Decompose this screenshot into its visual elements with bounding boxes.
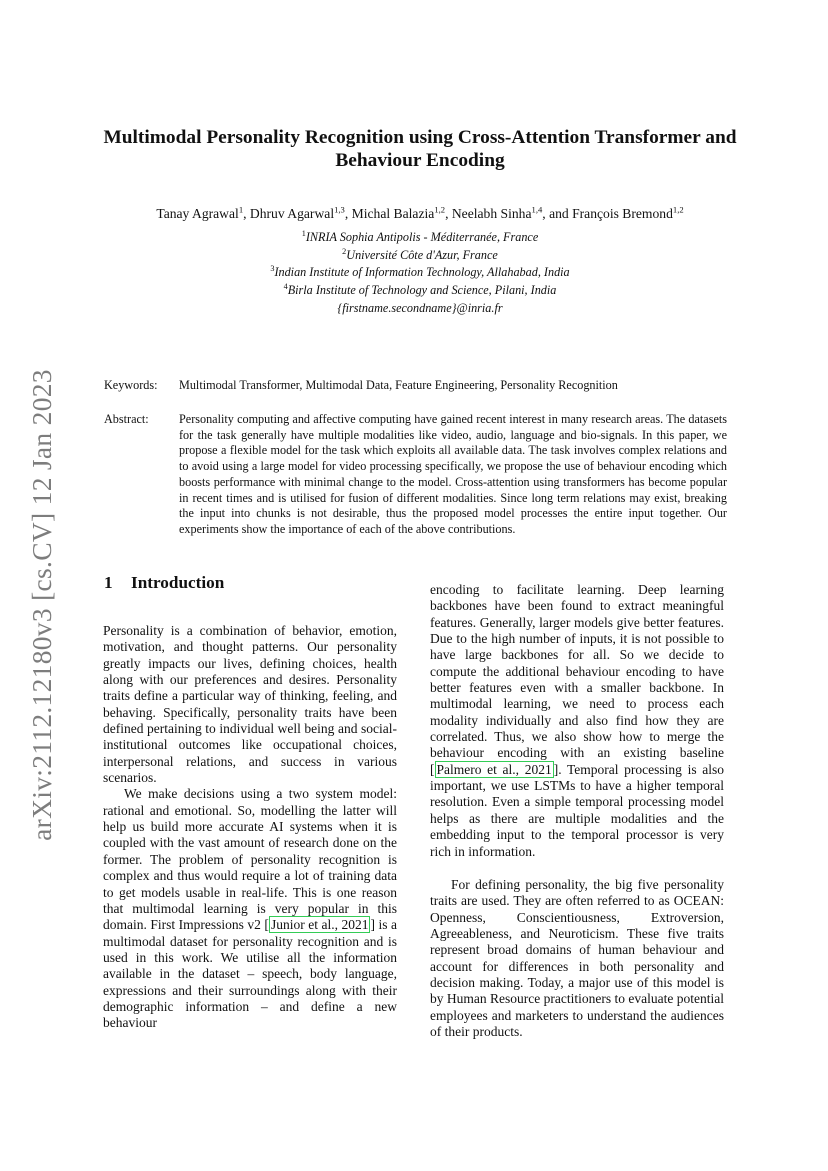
keywords-text: Multimodal Transformer, Multimodal Data, Feature Engineering, Personality Recognition <box>179 378 618 392</box>
author-separator: , <box>243 206 250 221</box>
keywords-label: Keywords: <box>104 378 158 392</box>
intro-paragraph <box>103 786 397 1031</box>
author-name: François Bremond <box>572 206 673 221</box>
affiliation-marker: 2 <box>342 246 347 256</box>
affiliation-line <box>80 229 760 247</box>
affiliation-text: Université Côte d'Azur, France <box>346 247 498 262</box>
paragraph-text: ]. Temporal processing is also important, we use LSTMs to have a higher temporal resolution. Even a simple temporal processing model helps as there are multiple modalities and the embedding input to the temporal processor is very rich in information. <box>430 761 724 859</box>
abstract-label: Abstract: <box>104 412 149 426</box>
affiliation-line <box>80 282 760 300</box>
author-separator: , <box>445 206 452 221</box>
paragraph-text: We make decisions using a two system model: rational and emotional. So, modelling the latter will help us build more accurate AI systems when it is coupled with the vast amount of research done on the former. The problem of personality recognition is complex and thus would require a lot of training data to get models usable in real-life. This is one reason that multimodal learning is very popular in this domain. First Impressions v2 [ <box>103 786 397 933</box>
affiliation-text: Birla Institute of Technology and Science, Pilani, India <box>287 283 557 298</box>
author-affiliation-marker: 1,2 <box>672 204 684 215</box>
paragraph-text: encoding to facilitate learning. Deep learning backbones have been found to extract meaningful features. Generally, larger models give better features. Due to the high number of inputs, it is not possible to have large backbones for all. So we decide to compute the additional behaviour encoding to have better features even with a smaller backbone. In multimodal learning, we need to process each modality individually and also find how they are correlated. Thus, we also show how to merge the behaviour encoding with an existing baseline [ <box>430 582 724 777</box>
section-heading <box>104 573 224 593</box>
arxiv-stamp <box>24 365 60 845</box>
abstract-text: Personality computing and affective computing have gained recent interest in many research areas. The datasets for the task generally have multiple modalities like video, audio, language and bio-signals. In this paper, we propose a flexible model for the task which exploits all available data. The task involves complex relations and to avoid using a large model for video processing specifically, we propose the use of behaviour encoding which boosts performance with minimal change to the model. Cross-attention using transformers has become popular in recent times and is utilised for fusion of different modalities. Since long term relations may exist, breaking the input into chunks is not desirable, thus the proposed model processes the entire input together. Our experiments show the importance of each of the above contributions. <box>179 412 727 536</box>
citation-link[interactable]: Palmero et al., 2021 <box>436 761 552 777</box>
author-name: Dhruv Agarwal <box>249 206 335 221</box>
affiliation-list <box>80 229 760 318</box>
section-number: 1 <box>104 573 113 592</box>
affiliation-marker: 4 <box>283 282 288 292</box>
author-separator: , and <box>542 206 573 221</box>
paragraph-text: ] is a multimodal dataset for personality recognition and is used in this work. We utilise all the information available in the dataset – speech, body language, expressions and their surroundings along with their demographic information – and define a new behaviour <box>103 917 397 1031</box>
author-affiliation-marker: 1,4 <box>531 204 543 215</box>
left-column <box>103 623 397 1032</box>
arxiv-stamp-text: arXiv:2112.12180v3 [cs.CV] 12 Jan 2023 <box>26 369 57 841</box>
intro-paragraph <box>430 582 724 860</box>
affiliation-text: INRIA Sophia Antipolis - Méditerranée, France <box>305 230 539 244</box>
paper-title: Multimodal Personality Recognition using Cross-Attention Transformer and Behaviour Encoding <box>103 127 737 171</box>
affiliation-line <box>80 264 760 282</box>
author-affiliation-marker: 1,2 <box>434 204 446 215</box>
intro-paragraph: Personality is a combination of behavior, emotion, motivation, and thought patterns. Our personality greatly impacts our lives, defining choices, health along with our preferences and desires. Personality traits define a particular way of thinking, feeling, and behaving. Specifically, personality traits have been defined pertaining to individual well being and social-institutional outcomes like occupational choices, interpersonal relations, and success in various scenarios. <box>103 623 397 786</box>
affiliation-text: Indian Institute of Information Technology, Allahabad, India <box>274 265 570 280</box>
affiliation-marker: 1 <box>301 228 306 238</box>
author-affiliation-marker: 1,3 <box>334 204 345 215</box>
author-affiliation-marker: 1 <box>238 204 244 215</box>
affiliation-marker: 3 <box>270 264 275 274</box>
affiliation-line <box>80 247 760 265</box>
intro-paragraph: For defining personality, the big five personality traits are used. They are often referred to as OCEAN: Openness, Conscientiousness, Extroversion, Agreeableness, and Neuroticism. These five traits represent broad domains of human behaviour and account for differences in both personality and decision making. Today, a major use of this model is by Human Resource practitioners to evaluate potential employees and marketers to understand the audiences of their products. <box>430 876 724 1039</box>
author-separator: , <box>344 206 352 221</box>
section-title: Introduction <box>131 573 225 592</box>
author-list <box>80 205 760 223</box>
author-name: Michal Balazia <box>351 206 435 221</box>
citation-link[interactable]: Junior et al., 2021 <box>270 917 369 933</box>
right-column <box>430 582 724 1040</box>
author-name: Tanay Agrawal <box>156 206 239 221</box>
author-email: {firstname.secondname}@inria.fr <box>337 300 503 315</box>
author-name: Neelabh Sinha <box>451 206 532 221</box>
